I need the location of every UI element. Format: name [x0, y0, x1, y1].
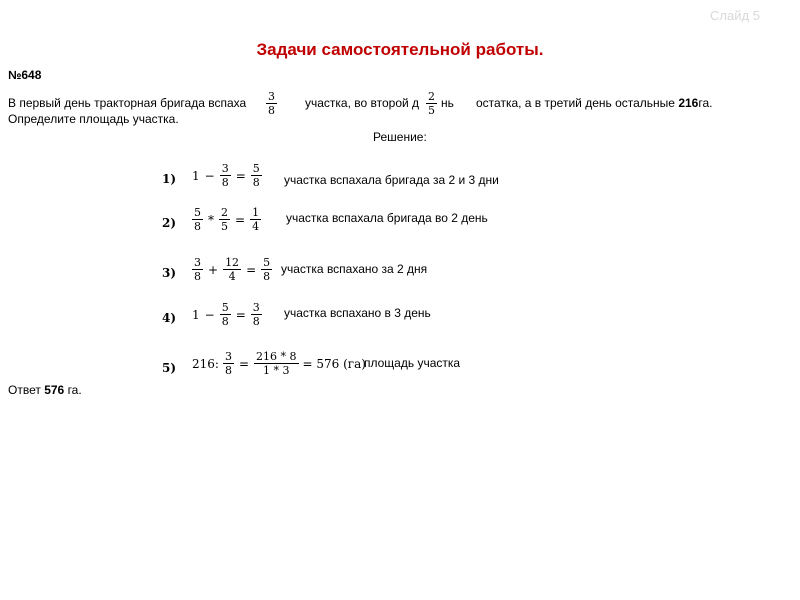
answer-line: Ответ 576 га.: [8, 383, 82, 397]
step-2-description: участка вспахала бригада во 2 день: [286, 211, 488, 225]
solution-label: Решение:: [373, 130, 427, 144]
step-4-description: участка вспахано в 3 день: [284, 306, 431, 320]
problem-number: №648: [8, 68, 42, 82]
step-1-number: 1): [162, 172, 177, 186]
step-5-description: площадь участка: [364, 356, 461, 370]
problem-text-part2: участка, во второй д: [305, 96, 420, 110]
step-3-formula: $\frac{3}{8}$ + $\frac{12}{4}$ = $\frac{5}{8}$: [194, 256, 271, 283]
step-4-formula: 1 − $\frac{5}{8}$ = $\frac{3}{8}$: [192, 301, 260, 328]
page-title: Задачи самостоятельной работы.: [256, 40, 544, 59]
answer-value: 576: [44, 383, 65, 397]
step-4-number: 4): [162, 311, 177, 325]
step-2-formula: $\frac{5}{8}$ * $\frac{2}{5}$ = $\frac{1}{4}$: [194, 206, 260, 233]
problem-text-part3: остатка, а в третий день остальные 216га.: [476, 96, 713, 110]
fraction-2-5: $\frac{2}{5}$: [428, 90, 435, 117]
step-5-formula: 216: $\frac{3}{8}$ = $\frac{216 * 8}{1 * 3}$ = 576 (га): [192, 350, 366, 377]
step-5-number: 5): [162, 361, 177, 375]
slide-number-label: Слайд 5: [710, 8, 760, 23]
step-2-number: 2): [162, 216, 177, 230]
fraction-3-8: $\frac{3}{8}$: [268, 90, 275, 117]
step-1-formula: 1 − $\frac{3}{8}$ = $\frac{5}{8}$: [192, 162, 260, 189]
step-3-description: участка вспахано за 2 дня: [281, 262, 428, 276]
problem-text-part2b: нь: [441, 96, 454, 110]
problem-text-line2: Определите площадь участка.: [8, 112, 179, 126]
problem-text-part1: В первый день тракторная бригада вспаха: [8, 96, 247, 110]
problem-value: 216: [678, 96, 699, 110]
step-3-number: 3): [162, 266, 177, 280]
step-1-description: участка вспахала бригада за 2 и 3 дни: [284, 173, 499, 187]
